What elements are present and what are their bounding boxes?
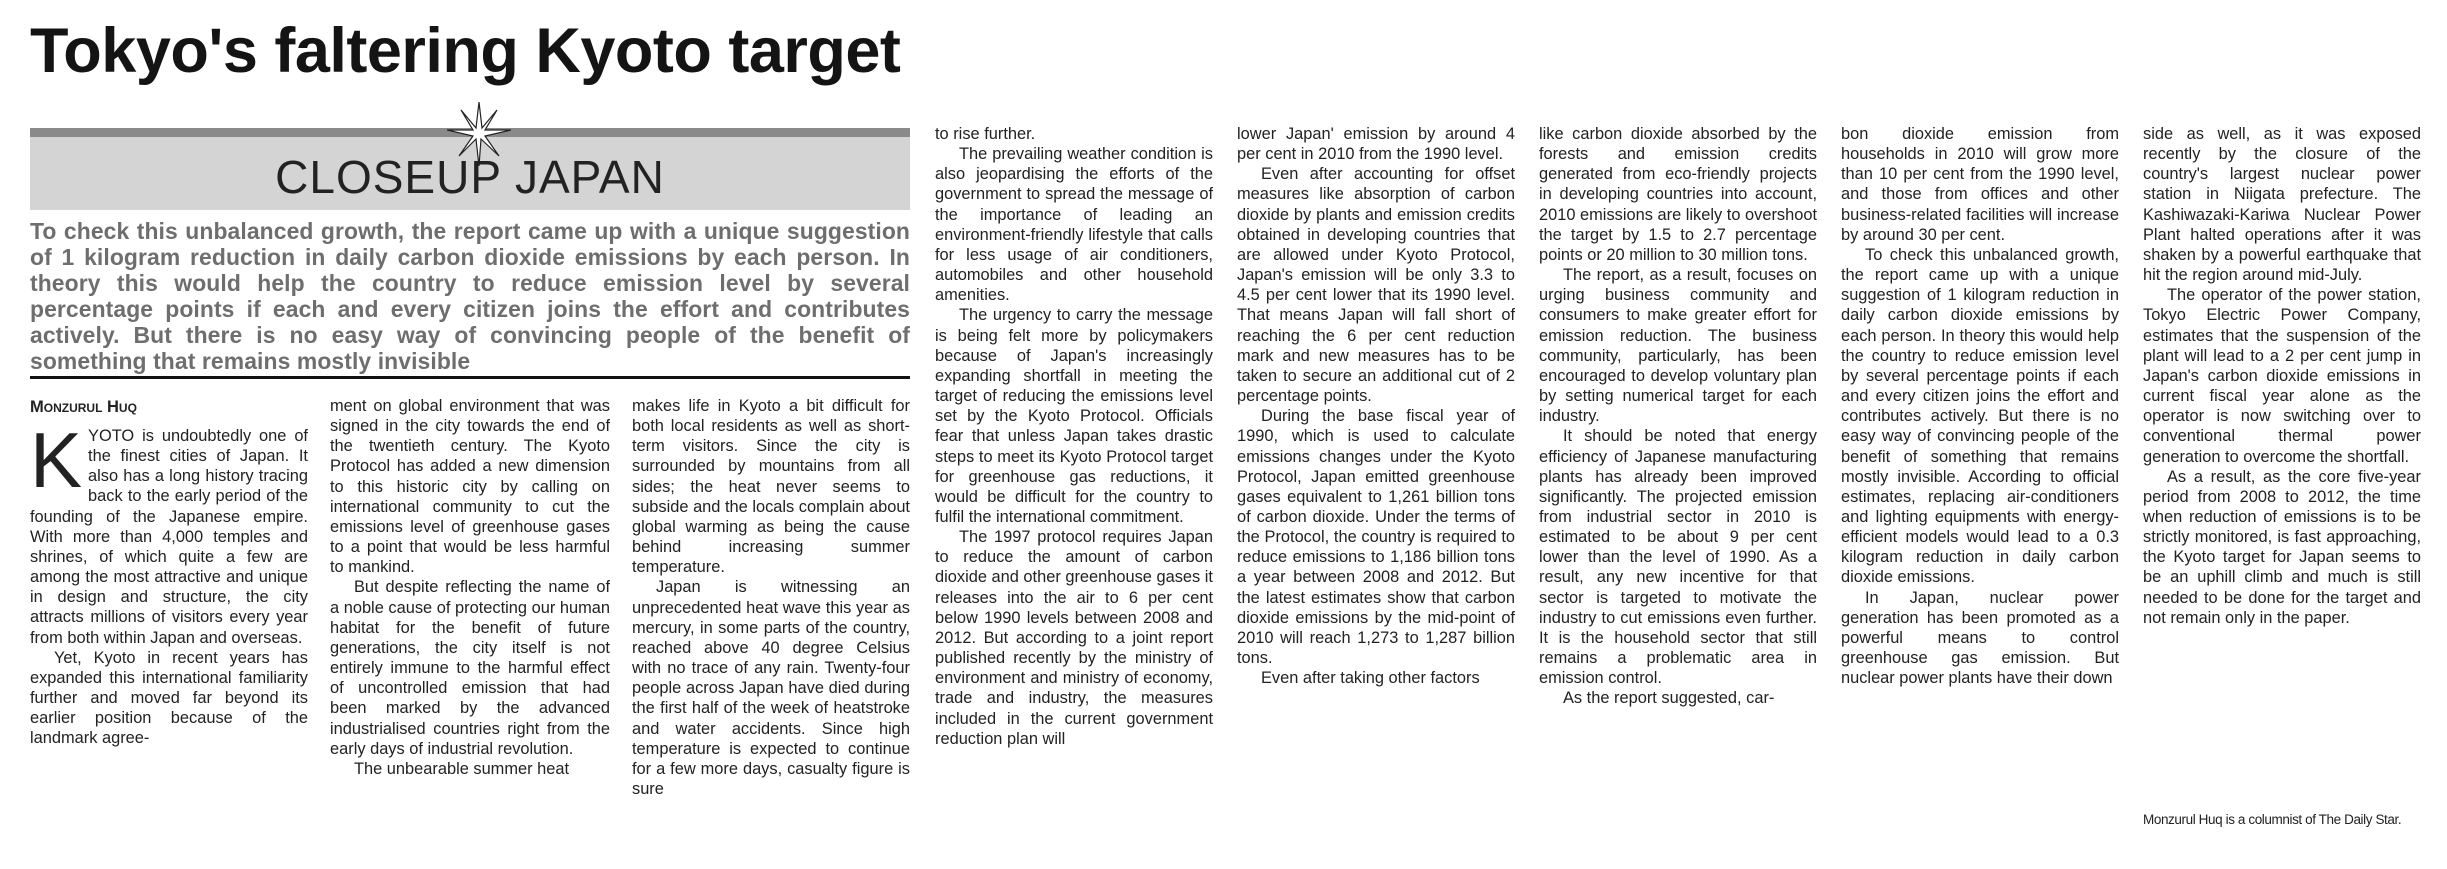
column-paragraph: To check this unbalanced growth, the report came up with a unique suggestion of 1 kilogram reduction in daily carbon dioxide emissions by each person. In theory this would help the country to reduce emission level by several percentage points if each and every citizen joins the effort and contributes actively. But there is no easy way of convincing people of the benefit of something that remains mostly invisible. According to official estimates, replacing air-conditioners and lighting equipments with energy-efficient models would lead to a 0.3 kilogram reduction in daily carbon dioxide emissions. — [1841, 245, 2119, 587]
drop-cap: K — [30, 426, 83, 504]
column-paragraph: The operator of the power station, Tokyo Electric Power Company, estimates that the suspension of the plant will lead to a 2 per cent jump in Japan's carbon dioxide emissions in current fiscal year alone as the operator is now switching over to conventional thermal power generation to overcome the shortfall. — [2143, 286, 2421, 466]
article-column-8 — [2143, 124, 2421, 804]
byline: Monzurul Huq — [30, 398, 137, 416]
article-column-7 — [1841, 124, 2119, 864]
column-paragraph: Even after accounting for offset measures like absorption of carbon dioxide by plants and emission credits obtained in developing countries that are allowed under Kyoto Protocol, Japan's emission will be only 3.3 to 4.5 per cent lower that its 1990 level. That means Japan will fall short of reaching the 6 per cent reduction mark and new measures has to be taken to secure an additional cut of 2 percentage points. — [1237, 165, 1515, 406]
column-paragraph: But despite reflecting the name of a noble cause of protecting our human habitat for the benefit of future generations, the city itself is not entirely immune to the harmful effect of uncontrolled emission that had been marked by the advanced industrialised countries right from the early days of industrial revolution. — [330, 578, 610, 758]
column-banner — [30, 128, 910, 210]
article-column-2 — [330, 396, 610, 864]
column-paragraph: Japan is witnessing an unprecedented heat wave this year as mercury, in some parts of the country, reached above 40 degree Celsius with no trace of any rain. Twenty-four people across Japan have died during the first half of the week of heatstroke and water accidents. Since high temperature is expected to continue for a few more days, casualty figure is sure — [632, 578, 910, 798]
lead-divider — [30, 376, 910, 379]
column-paragraph: makes life in Kyoto a bit difficult for both local residents as well as short-term visitors. Since the city is surrounded by mountains from all sides; the heat never seems to subside and the locals complain about global warming as being the cause behind increasing summer temperature. — [632, 397, 910, 577]
column-paragraph: As a result, as the core five-year period from 2008 to 2012, the time when reduction of emissions is to be strictly monitored, is fast approaching, the Kyoto target for Japan seems to be an uphill climb and much is still needed to be done for the target and not remain only in the paper. — [2143, 467, 2421, 627]
column-paragraph: bon dioxide emission from households in 2010 will grow more than 10 per cent from the 1990 level, and those from offices and other business-related facilities will increase by around 30 per cent. — [1841, 125, 2119, 244]
column-banner-title: CLOSEUP JAPAN — [275, 151, 665, 203]
column-paragraph: YOTO is undoubtedly one of the finest cities of Japan. It also has a long history tracing back to the early period of the founding of the Japanese empire. With more than 4,000 temples and shrines, of which quite a few are among the most attractive and unique in design and structure, the city attracts millions of visitors every year from both within Japan and overseas. — [30, 427, 308, 647]
column-paragraph: It should be noted that energy efficiency of Japanese manufacturing plants has already been improved significantly. The projected emission from industrial sector in 2010 is estimated to be about 9 per cent lower than the level of 1990. As a result, any new incentive for that sector is targeted to motivate the industry to cut emissions even further. It is the household sector that still remains a problematic area in emission control. — [1539, 427, 1817, 688]
column-paragraph: In Japan, nuclear power generation has been promoted as a powerful means to control greenhouse gas emission. But nuclear power plants have their down — [1841, 588, 2119, 688]
column-paragraph: The unbearable summer heat — [354, 759, 570, 778]
column-paragraph: to rise further. — [935, 125, 1036, 143]
column-paragraph: Yet, Kyoto in recent years has expanded this international familiarity further and moved far beyond its earlier position because of the landmark agree- — [30, 648, 308, 748]
article-column-5 — [1237, 124, 1515, 864]
column-paragraph: ment on global environment that was signed in the city towards the end of the twentieth century. The Kyoto Protocol has added a new dimension to this historic city by calling on international community to cut the emissions level of greenhouse gases to a point that would be less harmful to mankind. — [330, 397, 610, 577]
column-paragraph: The prevailing weather condition is also jeopardising the efforts of the government to spread the message of the importance of leading an environment-friendly lifestyle that calls for less usage of air conditioners, automobiles and other household amenities. — [935, 145, 1213, 305]
column-paragraph: like carbon dioxide absorbed by the forests and emission credits generated from eco-friendly projects in developing countries into account, 2010 emissions are likely to overshoot the target by 1.5 to 2.7 percentage points or 20 million to 30 million tons. — [1539, 125, 1817, 264]
column-paragraph: lower Japan' emission by around 4 per cent in 2010 from the 1990 level. — [1237, 125, 1515, 164]
article-column-6 — [1539, 124, 1817, 864]
article-column-1 — [30, 426, 308, 864]
headline: Tokyo's faltering Kyoto target — [30, 16, 901, 86]
article-column-3 — [632, 396, 910, 864]
column-paragraph: As the report suggested, car- — [1563, 689, 1775, 708]
author-footnote: Monzurul Huq is a columnist of The Daily Star. — [2143, 812, 2402, 827]
column-paragraph: side as well, as it was exposed recently by the closure of the country's largest nuclear power station in Niigata prefecture. The Kashiwazaki-Kariwa Nuclear Power Plant halted operations after it was shaken by a powerful earthquake that hit the region around mid-July. — [2143, 125, 2421, 285]
column-paragraph: During the base fiscal year of 1990, which is used to calculate emissions changes under the Kyoto Protocol, Japan emitted greenhouse gases equivalent to 1,261 billion tons of carbon dioxide. Under the terms of the Protocol, the country is required to reduce emissions to 1,186 billion tons a year between 2008 and 2012. But the latest estimates show that carbon dioxide emissions by the mid-point of 2010 will reach 1,273 to 1,287 billion tons. — [1237, 407, 1515, 668]
column-paragraph: Even after taking other factors — [1261, 669, 1480, 688]
column-paragraph: The 1997 protocol requires Japan to reduce the amount of carbon dioxide and other greenhouse gases it releases into the air to 6 per cent below 1990 levels between 2008 and 2012. But according to a joint report published recently by the ministry of environment and ministry of economy, trade and industry, the measures included in the current government reduction plan will — [935, 528, 1213, 748]
column-paragraph: The urgency to carry the message is being felt more by policymakers because of Japan's increasingly expanding shortfall in meeting the target of reducing the emissions level set by the Kyoto Protocol. Officials fear that unless Japan takes drastic steps to meet its Kyoto Protocol target for greenhouse gas reductions, it would be difficult for the country to fulfil the international commitment. — [935, 306, 1213, 526]
lead-paragraph: To check this unbalanced growth, the report came up with a unique suggestion of 1 kilogram reduction in daily carbon dioxide emissions by each person. In theory this would help the country to reduce emission level by several percentage points if each and every citizen joins the effort and contributes actively. But there is no easy way of convincing people of the benefit of something that remains mostly invisible — [30, 218, 910, 374]
article-column-4 — [935, 124, 1213, 864]
column-paragraph: The report, as a result, focuses on urging business community and consumers to make greater effort for emission reduction. The business community, particularly, has been encouraged to develop voluntary plan by setting numerical target for each industry. — [1539, 266, 1817, 426]
